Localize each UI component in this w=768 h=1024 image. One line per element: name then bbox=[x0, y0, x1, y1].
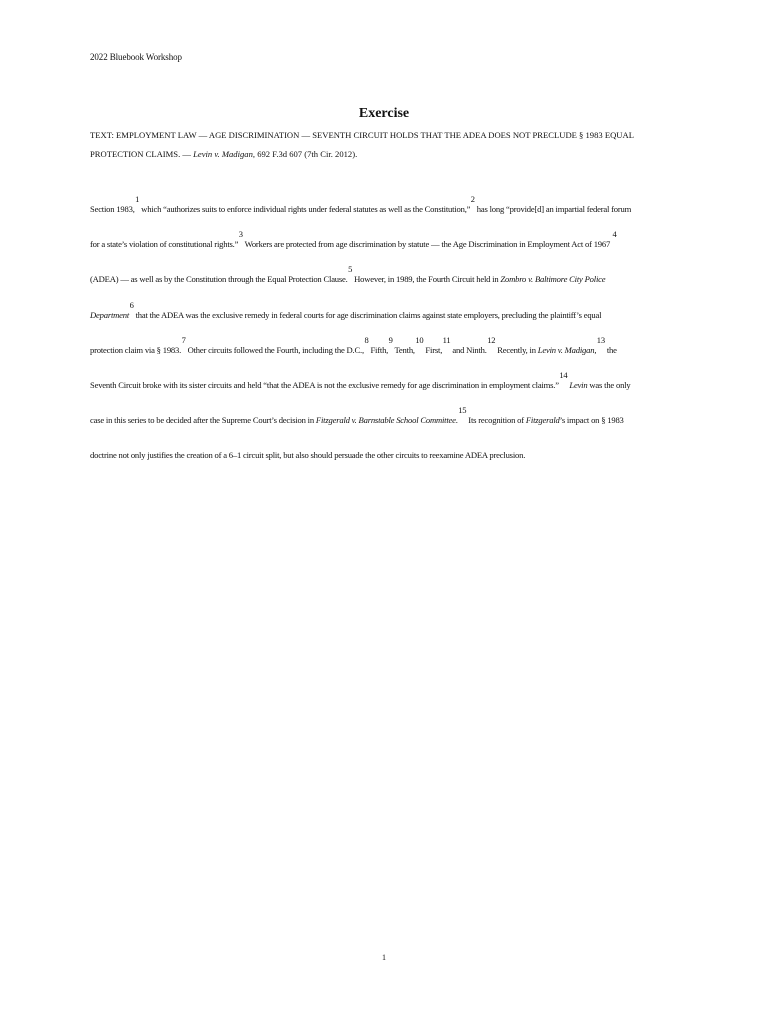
text-span: which “authorizes suits to enforce individual rights under federal statutes as well as the Constitution,” bbox=[139, 204, 471, 214]
footnote-ref-3[interactable]: 3 bbox=[238, 229, 243, 240]
case-name: Fitzgerald bbox=[525, 415, 560, 426]
text-span: was the only bbox=[587, 379, 631, 390]
text-span: doctrine not only justifies the creation of a 6–1 circuit split, but also should persuade the other circuits to reexamine ADEA preclusion. bbox=[90, 450, 526, 461]
text-span: Workers are protected from age discrimination by statute — the Age Discrimination in Employment Act of 1967 bbox=[242, 239, 611, 250]
text-span: Its recognition of bbox=[466, 415, 526, 426]
paragraph-line-3 bbox=[90, 262, 690, 297]
text-span: case in this series to be decided after the Supreme Court’s decision in bbox=[90, 415, 316, 426]
footnote-ref-5[interactable]: 5 bbox=[348, 264, 353, 275]
footnote-ref-9[interactable]: 9 bbox=[388, 334, 393, 345]
running-header: 2022 Bluebook Workshop bbox=[90, 52, 182, 62]
text-span: has long “provide[d] an impartial federal forum bbox=[474, 204, 632, 214]
case-name: Department bbox=[90, 309, 130, 320]
case-name: Levin v. Madigan bbox=[193, 149, 253, 159]
text-span: Seventh Circuit broke with its sister circuits and held “that the ADEA is not the exclusive remedy for age discrimination in employment claims.” bbox=[90, 379, 559, 390]
text-span: (ADEA) — as well as by the Constitution through the Equal Protection Clause. bbox=[90, 274, 348, 285]
footnote-ref-1[interactable]: 1 bbox=[135, 194, 140, 204]
page-title: Exercise bbox=[358, 106, 410, 121]
text-span: Fifth, bbox=[368, 344, 389, 355]
footnote-ref-8[interactable]: 8 bbox=[364, 334, 369, 345]
text-span: . bbox=[455, 415, 458, 426]
text-span: Section 1983, bbox=[90, 204, 135, 214]
text-span: protection claim via § 1983. bbox=[90, 344, 182, 355]
footnote-ref-15[interactable]: 15 bbox=[458, 405, 467, 416]
text-span: Tenth, bbox=[392, 344, 415, 355]
text-span: that the ADEA was the exclusive remedy in federal courts for age discrimination claims against state employers, precluding the plaintiff’s equal bbox=[133, 309, 602, 320]
text-span: ’s impact on § 1983 bbox=[559, 415, 624, 426]
text-span: Other circuits followed the Fourth, including the D.C., bbox=[185, 344, 364, 355]
text-span: First, bbox=[423, 344, 443, 355]
page-number: 1 bbox=[382, 953, 386, 962]
text-heading-line-1-text: TEXT: EMPLOYMENT LAW — AGE DISCRIMINATION — SEVENTH CIRCUIT HOLDS THAT THE ADEA DOES NOT PRECLUDE § 1983 EQUAL bbox=[90, 130, 634, 140]
paragraph-line-8 bbox=[90, 438, 690, 473]
footnote-ref-7[interactable]: 7 bbox=[181, 334, 186, 345]
text-span: However, in 1989, the Fourth Circuit held in bbox=[352, 274, 501, 285]
footnote-ref-10[interactable]: 10 bbox=[415, 334, 424, 345]
paragraph-line-1 bbox=[90, 192, 690, 227]
footnote-ref-13[interactable]: 13 bbox=[596, 334, 605, 345]
paragraph-line-5 bbox=[90, 333, 690, 368]
footnote-ref-2[interactable]: 2 bbox=[470, 194, 475, 204]
footnote-ref-14[interactable]: 14 bbox=[559, 369, 568, 380]
case-name: Zombro v. Baltimore City Police bbox=[500, 274, 606, 285]
text-heading-prefix: PROTECTION CLAIMS. — bbox=[90, 149, 194, 159]
footnote-ref-11[interactable]: 11 bbox=[442, 334, 451, 345]
footnote-ref-4[interactable]: 4 bbox=[612, 229, 617, 240]
case-name: Levin v. Madigan bbox=[537, 344, 595, 355]
body-paragraph bbox=[90, 192, 690, 474]
text-span: the bbox=[604, 344, 617, 355]
text-span: Recently, in bbox=[495, 344, 538, 355]
text-span: for a state’s violation of constitutional rights.” bbox=[90, 239, 239, 250]
footnote-ref-6[interactable]: 6 bbox=[129, 299, 134, 310]
paragraph-line-2 bbox=[90, 227, 690, 262]
paragraph-line-7 bbox=[90, 403, 690, 438]
text-span: and Ninth. bbox=[450, 344, 487, 355]
paragraph-line-6 bbox=[90, 368, 690, 403]
case-citation: , 692 F.3d 607 (7th Cir. 2012). bbox=[252, 149, 358, 159]
case-name: Levin bbox=[567, 379, 588, 390]
text-span: , bbox=[594, 344, 597, 355]
paragraph-line-4 bbox=[90, 298, 690, 333]
case-name: Fitzgerald v. Barnstable School Committee bbox=[315, 415, 456, 426]
text-heading-line-2 bbox=[90, 143, 690, 165]
footnote-ref-12[interactable]: 12 bbox=[487, 334, 496, 345]
